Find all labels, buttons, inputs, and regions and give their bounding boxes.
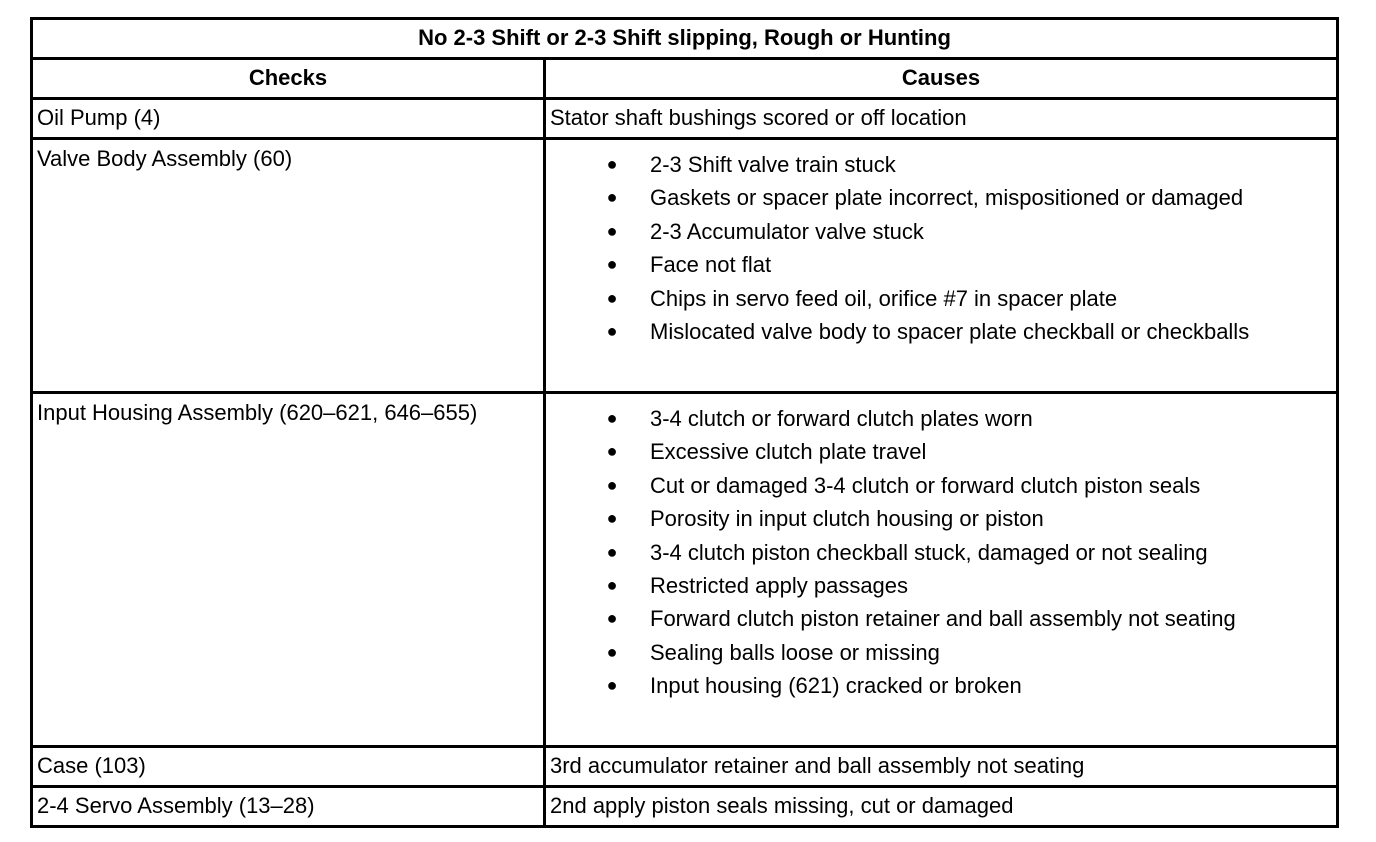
cause-list-cell xyxy=(545,393,1338,747)
cause-list-item xyxy=(546,636,1336,669)
cause-cell: 3rd accumulator retainer and ball assembly not seating xyxy=(545,747,1338,787)
cause-text: Face not flat xyxy=(650,252,772,278)
check-cell: Oil Pump (4) xyxy=(32,99,545,139)
diagnosis-table xyxy=(30,17,1339,828)
cause-text: 2-3 Accumulator valve stuck xyxy=(650,218,924,244)
cause-list-item xyxy=(546,469,1336,502)
bullet-icon: ● xyxy=(606,508,618,529)
cause-list-item xyxy=(546,435,1336,468)
check-cell: Input Housing Assembly (620–621, 646–655) xyxy=(32,393,545,747)
bullet-icon: ● xyxy=(606,154,618,174)
table-row xyxy=(32,747,1338,787)
cause-list-item xyxy=(546,248,1336,281)
cause-cell: Stator shaft bushings scored or off location xyxy=(545,99,1338,139)
check-cell: 2-4 Servo Assembly (13–28) xyxy=(32,787,545,827)
bullet-icon: ● xyxy=(606,675,618,696)
cause-list-item xyxy=(546,282,1336,315)
bullet-icon: ● xyxy=(606,641,618,662)
cause-text: Excessive clutch plate travel xyxy=(650,439,927,465)
cause-text: Mislocated valve body to spacer plate checkball or checkballs xyxy=(650,318,1250,344)
bullet-icon: ● xyxy=(606,441,618,462)
bullet-icon: ● xyxy=(606,541,618,562)
check-cell: Valve Body Assembly (60) xyxy=(32,139,545,393)
bullet-icon: ● xyxy=(606,574,618,595)
table-row xyxy=(32,99,1338,139)
cause-list-cell xyxy=(545,139,1338,393)
bullet-icon: ● xyxy=(606,320,618,341)
cause-text: 2-3 Shift valve train stuck xyxy=(650,152,896,177)
cause-list-item xyxy=(546,402,1336,435)
bullet-icon: ● xyxy=(606,254,618,275)
bullet-icon: ● xyxy=(606,220,618,241)
cause-list-item xyxy=(546,215,1336,248)
cause-list-item xyxy=(546,602,1336,635)
cause-text: Input housing (621) cracked or broken xyxy=(650,673,1022,699)
cause-list xyxy=(546,402,1336,703)
cause-text: 3-4 clutch piston checkball stuck, damaged or not sealing xyxy=(650,539,1208,565)
cause-text: Restricted apply passages xyxy=(650,572,909,598)
bullet-icon: ● xyxy=(606,474,618,495)
cause-text: 3-4 clutch or forward clutch plates worn xyxy=(650,406,1033,431)
bullet-icon: ● xyxy=(606,408,618,428)
cause-list-item xyxy=(546,148,1336,181)
table-row xyxy=(32,393,1338,747)
causes-column-header: Causes xyxy=(545,59,1338,99)
bullet-icon: ● xyxy=(606,608,618,629)
bullet-icon: ● xyxy=(606,287,618,308)
table-title: No 2-3 Shift or 2-3 Shift slipping, Rough or Hunting xyxy=(32,19,1338,59)
cause-text: Forward clutch piston retainer and ball assembly not seating xyxy=(650,606,1236,632)
cause-text: Chips in servo feed oil, orifice #7 in spacer plate xyxy=(650,285,1118,311)
cause-list-item xyxy=(546,569,1336,602)
cause-list-item xyxy=(546,181,1336,214)
cause-list xyxy=(546,148,1336,348)
table-row xyxy=(32,139,1338,393)
cause-text: Porosity in input clutch housing or piston xyxy=(650,506,1044,532)
table-title-row xyxy=(32,19,1338,59)
cause-cell: 2nd apply piston seals missing, cut or damaged xyxy=(545,787,1338,827)
cause-list-item xyxy=(546,502,1336,535)
cause-text: Gaskets or spacer plate incorrect, mispositioned or damaged xyxy=(650,185,1244,211)
cause-list-item xyxy=(546,669,1336,702)
table-header-row xyxy=(32,59,1338,99)
cause-text: Sealing balls loose or missing xyxy=(650,639,940,665)
check-cell: Case (103) xyxy=(32,747,545,787)
cause-list-item xyxy=(546,536,1336,569)
cause-text: Cut or damaged 3-4 clutch or forward clutch piston seals xyxy=(650,472,1201,498)
table-row xyxy=(32,787,1338,827)
cause-list-item xyxy=(546,315,1336,348)
checks-column-header: Checks xyxy=(32,59,545,99)
bullet-icon: ● xyxy=(606,187,618,208)
